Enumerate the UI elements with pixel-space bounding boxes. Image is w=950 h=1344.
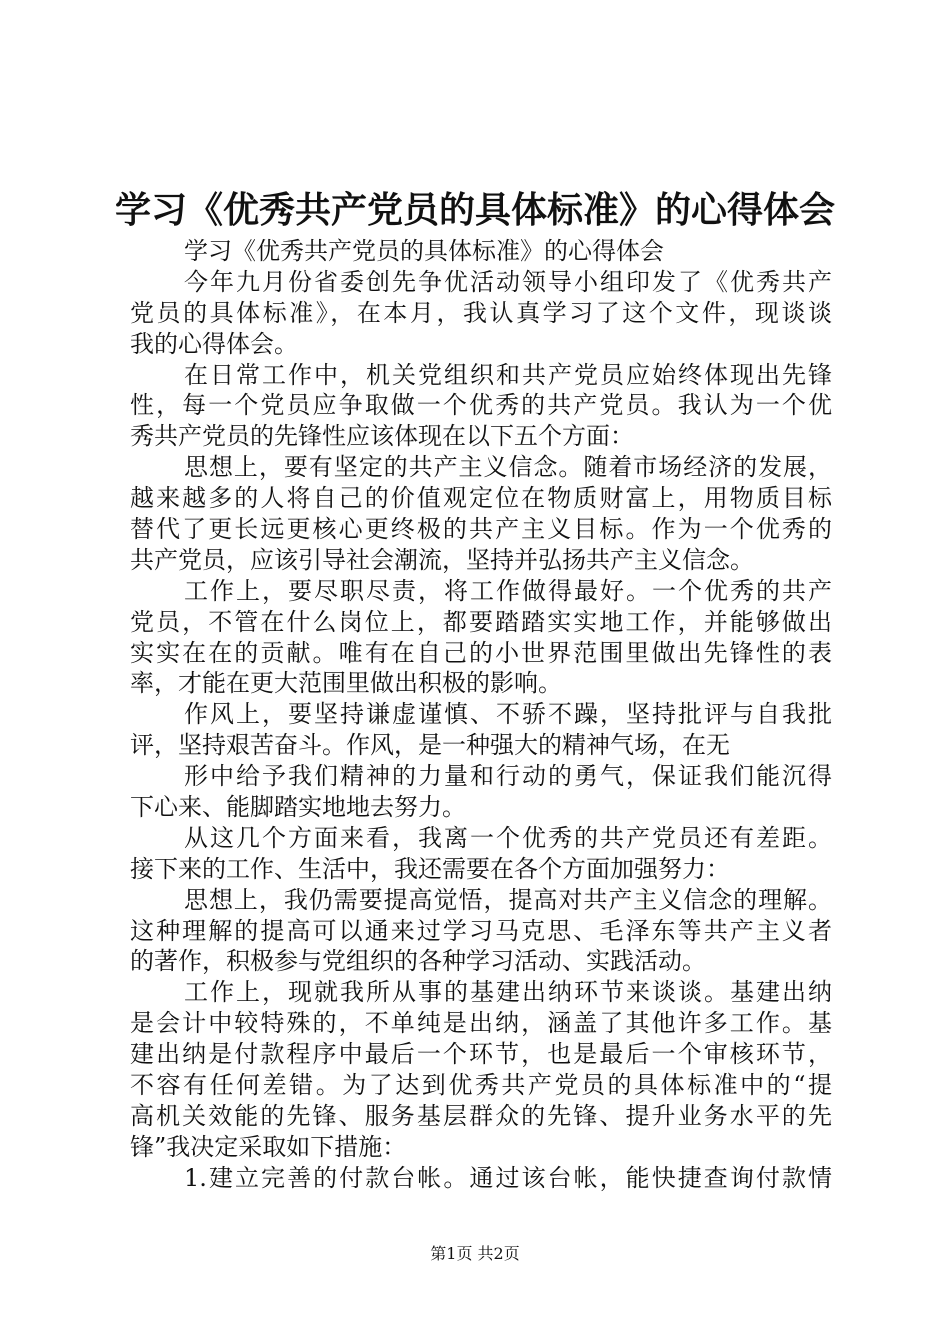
text-line: 共产党员，应该引导社会潮流，坚持并弘扬共产主义信念。 bbox=[130, 545, 754, 574]
text-line: 工作上，要尽职尽责，将工作做得最好。一个优秀的共产 bbox=[184, 576, 832, 605]
text-line: 接下来的工作、生活中，我还需要在各个方面加强努力： bbox=[130, 854, 730, 883]
text-line: 评，坚持艰苦奋斗。作风，是一种强大的精神气场，在无 bbox=[130, 731, 730, 760]
text-line: 在日常工作中，机关党组织和共产党员应始终体现出先锋 bbox=[184, 360, 832, 389]
text-line: 思想上，我仍需要提高觉悟，提高对共产主义信念的理解。 bbox=[184, 885, 832, 914]
text-line: 学习《优秀共产党员的具体标准》的心得体会 bbox=[184, 237, 664, 265]
text-line: 党员的具体标准》，在本月，我认真学习了这个文件，现谈谈 bbox=[130, 298, 832, 327]
text-line: 率，才能在更大范围里做出积极的影响。 bbox=[130, 669, 562, 698]
text-line: 锋”我决定采取如下措施： bbox=[130, 1132, 407, 1161]
text-line: 的著作，积极参与党组织的各种学习活动、实践活动。 bbox=[130, 947, 706, 976]
text-line: 秀共产党员的先锋性应该体现在以下五个方面： bbox=[130, 422, 634, 451]
text-line: 不容有任何差错。为了达到优秀共产党员的具体标准中的“提 bbox=[130, 1071, 832, 1100]
text-line: 工作上，现就我所从事的基建出纳环节来谈谈。基建出纳 bbox=[184, 978, 832, 1007]
text-line: 作风上，要坚持谦虚谨慎、不骄不躁，坚持批评与自我批 bbox=[184, 700, 832, 729]
text-line: 思想上，要有坚定的共产主义信念。随着市场经济的发展， bbox=[184, 453, 832, 482]
text-line: 建出纳是付款程序中最后一个环节，也是最后一个审核环节， bbox=[130, 1040, 832, 1069]
text-line: 党员，不管在什么岗位上，都要踏踏实实地工作，并能够做出 bbox=[130, 607, 832, 636]
text-line: 替代了更长远更核心更终极的共产主义目标。作为一个优秀的 bbox=[130, 515, 832, 544]
text-line: 1.建立完善的付款台帐。通过该台帐，能快捷查询付款情 bbox=[184, 1163, 832, 1192]
text-line: 高机关效能的先锋、服务基层群众的先锋、提升业务水平的先 bbox=[130, 1101, 832, 1130]
text-line: 形中给予我们精神的力量和行动的勇气，保证我们能沉得 bbox=[184, 762, 832, 791]
text-line: 今年九月份省委创先争优活动领导小组印发了《优秀共产 bbox=[184, 267, 832, 296]
text-line: 性，每一个党员应争取做一个优秀的共产党员。我认为一个优 bbox=[130, 391, 832, 420]
text-line: 下心来、能脚踏实地地去努力。 bbox=[130, 793, 466, 822]
text-line: 这种理解的提高可以通来过学习马克思、毛泽东等共产主义者 bbox=[130, 916, 832, 945]
document-body bbox=[130, 236, 832, 1194]
text-line: 从这几个方面来看，我离一个优秀的共产党员还有差距。 bbox=[184, 823, 832, 852]
document-title: 学习《优秀共产党员的具体标准》的心得体会 bbox=[114, 189, 835, 231]
text-line: 我的心得体会。 bbox=[130, 329, 298, 358]
page-footer: 第1页 共2页 bbox=[430, 1244, 520, 1263]
text-line: 越来越多的人将自己的价值观定位在物质财富上，用物质目标 bbox=[130, 484, 832, 513]
text-line: 是会计中较特殊的，不单纯是出纳，涵盖了其他许多工作。基 bbox=[130, 1009, 832, 1038]
text-line: 实实在在的贡献。唯有在自己的小世界范围里做出先锋性的表 bbox=[130, 638, 832, 667]
